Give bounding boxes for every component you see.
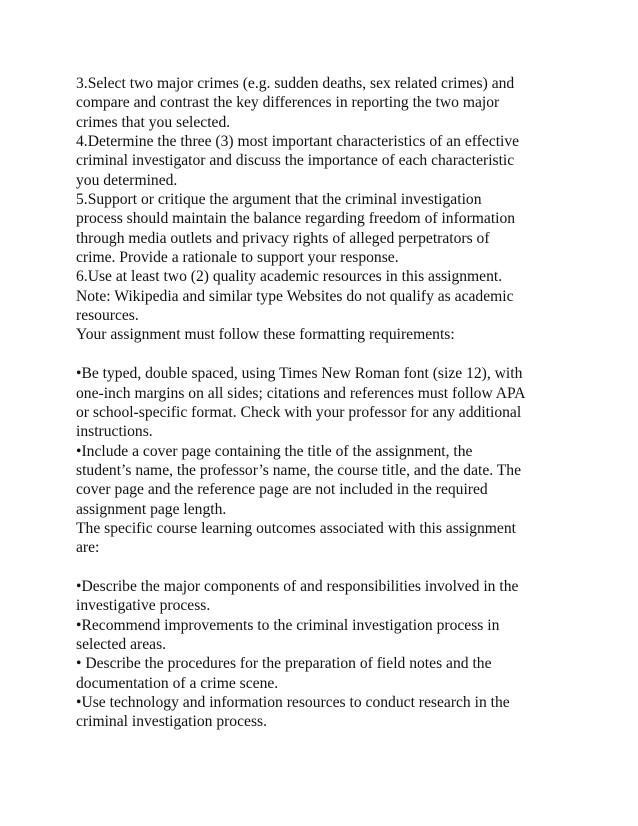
- text-line: • Describe the procedures for the preparation of field notes and the: [76, 655, 492, 673]
- paragraph: [76, 325, 576, 344]
- text-line: or school-specific format. Check with your professor for any additional: [76, 403, 522, 421]
- text-line: Note: Wikipedia and similar type Websites do not qualify as academic: [76, 287, 514, 305]
- text-line: process should maintain the balance regarding freedom of information: [76, 210, 516, 228]
- text-line: Your assignment must follow these formatting requirements:: [76, 326, 455, 344]
- text-line: cover page and the reference page are not included in the required: [76, 481, 488, 499]
- text-line: crime. Provide a rationale to support your response.: [76, 249, 399, 267]
- text-line: investigative process.: [76, 597, 211, 615]
- text-line: criminal investigator and discuss the importance of each characteristic: [76, 152, 515, 170]
- paragraph: [76, 616, 576, 655]
- text-line: 6.Use at least two (2) quality academic resources in this assignment.: [76, 268, 503, 286]
- text-line: 4.Determine the three (3) most important characteristics of an effective: [76, 133, 520, 151]
- text-line: documentation of a crime scene.: [76, 674, 279, 692]
- text-line: selected areas.: [76, 635, 167, 653]
- text-line: •Include a cover page containing the title of the assignment, the: [76, 442, 473, 460]
- text-line: crimes that you selected.: [76, 113, 231, 131]
- document-body: [76, 74, 576, 732]
- text-line: •Recommend improvements to the criminal investigation process in: [76, 616, 500, 634]
- paragraph: [76, 364, 576, 441]
- blank-line: [76, 345, 576, 364]
- text-line: one-inch margins on all sides; citations and references must follow APA: [76, 384, 526, 402]
- text-line: resources.: [76, 307, 139, 325]
- text-line: are:: [76, 539, 100, 557]
- paragraph: [76, 132, 576, 190]
- paragraph: [76, 267, 576, 325]
- paragraph: [76, 190, 576, 267]
- text-line: assignment page length.: [76, 500, 227, 518]
- paragraph: [76, 74, 576, 132]
- text-line: student’s name, the professor’s name, the course title, and the date. The: [76, 461, 522, 479]
- text-line: •Be typed, double spaced, using Times New Roman font (size 12), with: [76, 365, 523, 383]
- paragraph: [76, 577, 576, 616]
- text-line: 5.Support or critique the argument that the criminal investigation: [76, 191, 482, 209]
- text-line: The specific course learning outcomes associated with this assignment: [76, 519, 516, 537]
- text-line: criminal investigation process.: [76, 713, 267, 731]
- text-line: compare and contrast the key differences in reporting the two major: [76, 94, 500, 112]
- text-line: •Use technology and information resources to conduct research in the: [76, 694, 510, 711]
- paragraph: [76, 693, 576, 732]
- blank-line: [76, 558, 576, 577]
- paragraph: [76, 519, 576, 558]
- text-line: you determined.: [76, 171, 178, 189]
- paragraph: [76, 442, 576, 519]
- text-line: instructions.: [76, 423, 153, 441]
- text-line: •Describe the major components of and responsibilities involved in the: [76, 577, 519, 595]
- text-line: 3.Select two major crimes (e.g. sudden deaths, sex related crimes) and: [76, 75, 515, 92]
- text-line: through media outlets and privacy rights of alleged perpetrators of: [76, 229, 490, 247]
- paragraph: [76, 654, 576, 693]
